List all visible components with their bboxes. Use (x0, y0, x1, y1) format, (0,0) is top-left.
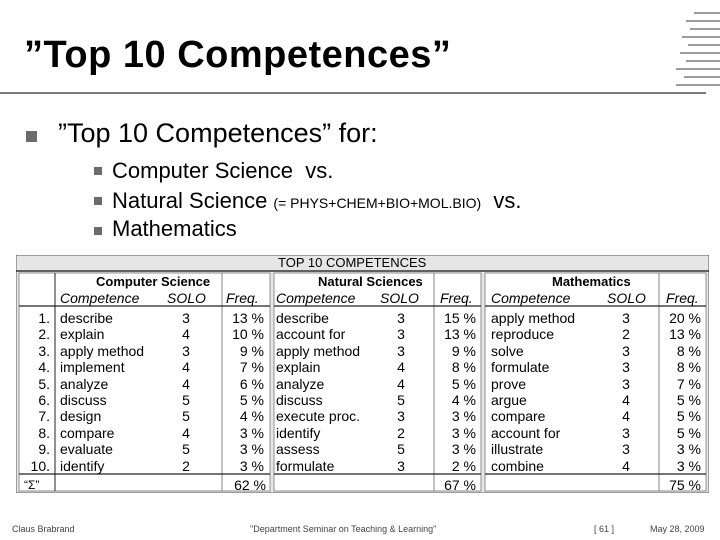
col-header-freq: Freq. (440, 290, 473, 306)
table-cell-competence: identify (276, 424, 321, 441)
table-cell-competence: design (60, 408, 102, 425)
table-cell-freq: 8 % (451, 359, 476, 376)
table-cell-competence: implement (60, 359, 125, 376)
table-cell-solo: 4 (397, 359, 405, 376)
table-cell-solo: 3 (182, 342, 190, 359)
sum-label: “Σ” (24, 478, 40, 492)
table-cell-competence: assess (276, 441, 320, 458)
table-cell-competence: account for (276, 326, 346, 343)
table-cell-solo: 3 (182, 310, 190, 326)
table-cell-solo: 3 (622, 310, 630, 326)
footer-page: [ 61 ] (594, 524, 615, 534)
bullet-icon (26, 131, 37, 142)
table-cell-solo: 3 (397, 310, 405, 326)
corner-decoration (676, 12, 720, 92)
competences-table (16, 255, 709, 493)
table-cell-freq: 13 % (232, 310, 264, 326)
table-cell-solo: 4 (622, 457, 630, 474)
table-cell-freq: 20 % (669, 310, 701, 326)
table-cell-freq: 10 % (232, 326, 264, 343)
sub-bullet-cs-tail: vs. (292, 158, 334, 183)
col-header-competence: Competence (60, 290, 140, 306)
table-cell-competence: analyze (60, 375, 109, 392)
table-cell-freq: 5 % (239, 392, 264, 408)
table-cell-freq: 7 % (239, 359, 264, 376)
sub-bullet-cs (112, 158, 333, 184)
table-cell-solo: 5 (397, 441, 405, 458)
table-cell-freq: 3 % (676, 441, 701, 458)
table-cell-competence: illustrate (491, 441, 544, 458)
table-caption: TOP 10 COMPETENCES (278, 255, 427, 270)
table-cell-freq: 4 % (239, 408, 264, 425)
table-cell-competence: argue (491, 392, 527, 408)
table-cell-solo: 3 (397, 342, 405, 359)
table-cell-freq: 7 % (676, 375, 701, 392)
table-cell-freq: 5 % (676, 392, 701, 408)
sub-bullet-ns-tail: vs. (481, 188, 522, 213)
table-cell-competence: combine (491, 457, 544, 474)
row-rank: 9. (38, 441, 50, 458)
table-cell-freq: 5 % (676, 424, 701, 441)
table-cell-freq: 15 % (444, 310, 476, 326)
table-cell-freq: 13 % (444, 326, 476, 343)
table-cell-freq: 8 % (676, 342, 701, 359)
row-rank: 5. (38, 375, 50, 392)
table-cell-freq: 8 % (676, 359, 701, 376)
table-cell-freq: 9 % (451, 342, 476, 359)
table-cell-solo: 4 (622, 408, 630, 425)
table-cell-solo: 3 (397, 326, 405, 343)
table-cell-competence: describe (60, 310, 113, 326)
row-rank: 1. (38, 310, 50, 326)
sub-bullet-icon (94, 167, 102, 175)
table-cell-solo: 4 (182, 326, 190, 343)
table-cell-solo: 4 (622, 392, 630, 408)
table-cell-solo: 4 (397, 375, 405, 392)
table-cell-competence: solve (491, 342, 524, 359)
table-cell-freq: 3 % (239, 441, 264, 458)
table-cell-competence: apply method (491, 310, 576, 326)
table-cell-freq: 5 % (676, 408, 701, 425)
table-cell-competence: analyze (276, 375, 325, 392)
table-cell-competence: formulate (276, 457, 335, 474)
table-cell-solo: 5 (182, 408, 190, 425)
table-cell-solo: 5 (397, 392, 405, 408)
table-cell-solo: 3 (622, 359, 630, 376)
table-cell-solo: 3 (397, 457, 405, 474)
table-cell-freq: 3 % (676, 457, 701, 474)
col-header-solo: SOLO (607, 290, 646, 306)
table-cell-competence: discuss (60, 392, 107, 408)
table-cell-competence: formulate (491, 359, 550, 376)
table-cell-competence: reproduce (491, 326, 555, 343)
sub-bullet-icon (94, 197, 102, 205)
table-cell-solo: 3 (622, 342, 630, 359)
table-cell-freq: 2 % (451, 457, 476, 474)
table-cell-competence: compare (491, 408, 546, 425)
table-cell-solo: 2 (622, 326, 630, 343)
table-cell-solo: 3 (622, 375, 630, 392)
table-cell-competence: evaluate (60, 441, 113, 458)
main-bullet: ”Top 10 Competences” for: (58, 118, 378, 148)
table-cell-freq: 5 % (451, 375, 476, 392)
title-divider (0, 92, 706, 94)
table-cell-competence: execute proc. (276, 408, 361, 425)
table-cell-competence: apply method (60, 342, 145, 359)
col-header-freq: Freq. (226, 290, 259, 306)
table-cell-solo: 5 (182, 441, 190, 458)
sub-bullet-ma-text: Mathematics (112, 216, 237, 241)
table-cell-competence: account for (491, 424, 561, 441)
table-cell-freq: 3 % (239, 457, 264, 474)
table-cell-freq: 6 % (239, 375, 264, 392)
group-header-ma: Mathematics (552, 274, 631, 289)
table-cell-solo: 5 (182, 392, 190, 408)
table-cell-competence: compare (60, 424, 115, 441)
table-cell-freq: 13 % (669, 326, 701, 343)
row-rank: 3. (38, 342, 50, 359)
table-cell-freq: 3 % (239, 424, 264, 441)
table-cell-solo: 3 (397, 408, 405, 425)
table-cell-solo: 4 (182, 359, 190, 376)
row-rank: 8. (38, 424, 50, 441)
row-rank: 6. (38, 392, 50, 408)
table-cell-solo: 4 (182, 375, 190, 392)
table-cell-competence: describe (276, 310, 329, 326)
col-header-solo: SOLO (380, 290, 419, 306)
table-cell-freq: 3 % (451, 408, 476, 425)
sub-bullet-ns-text: Natural Science (112, 188, 274, 213)
sub-bullet-cs-text: Computer Science (112, 158, 293, 183)
slide-title: ”Top 10 Competences” (24, 34, 452, 76)
table-cell-competence: explain (60, 326, 105, 343)
row-rank: 4. (38, 359, 50, 376)
table-cell-competence: prove (491, 375, 527, 392)
sub-bullet-icon (94, 227, 102, 235)
sum-cs: 62 % (234, 477, 266, 493)
table-cell-solo: 4 (182, 424, 190, 441)
col-header-solo: SOLO (167, 290, 206, 306)
sub-bullet-ns-note: (= PHYS+CHEM+BIO+MOL.BIO) (273, 195, 482, 211)
table-cell-competence: identify (60, 457, 105, 474)
sub-bullet-ma (112, 216, 237, 242)
row-rank: 10. (30, 457, 50, 474)
group-header-cs: Computer Science (96, 274, 211, 289)
table-cell-solo: 2 (397, 424, 405, 441)
table-cell-solo: 3 (622, 424, 630, 441)
footer-author: Claus Brabrand (12, 524, 75, 534)
table-cell-solo: 2 (182, 457, 190, 474)
footer-event: "Department Seminar on Teaching & Learning" (250, 524, 437, 534)
footer-date: May 28, 2009 (650, 524, 705, 534)
sub-bullet-ns (112, 188, 522, 214)
sum-ma: 75 % (669, 477, 701, 493)
table-cell-freq: 3 % (451, 424, 476, 441)
table-cell-freq: 9 % (239, 342, 264, 359)
row-rank: 7. (38, 408, 50, 425)
table-cell-competence: explain (276, 359, 321, 376)
table-cell-freq: 3 % (451, 441, 476, 458)
group-header-ns: Natural Sciences (318, 274, 423, 289)
table-cell-competence: apply method (276, 342, 361, 359)
col-header-freq: Freq. (666, 290, 699, 306)
col-header-competence: Competence (276, 290, 356, 306)
table-cell-competence: discuss (276, 392, 323, 408)
row-rank: 2. (38, 326, 50, 343)
sum-ns: 67 % (444, 477, 476, 493)
col-header-competence: Competence (491, 290, 571, 306)
table-cell-freq: 4 % (451, 392, 476, 408)
table-cell-solo: 3 (622, 441, 630, 458)
